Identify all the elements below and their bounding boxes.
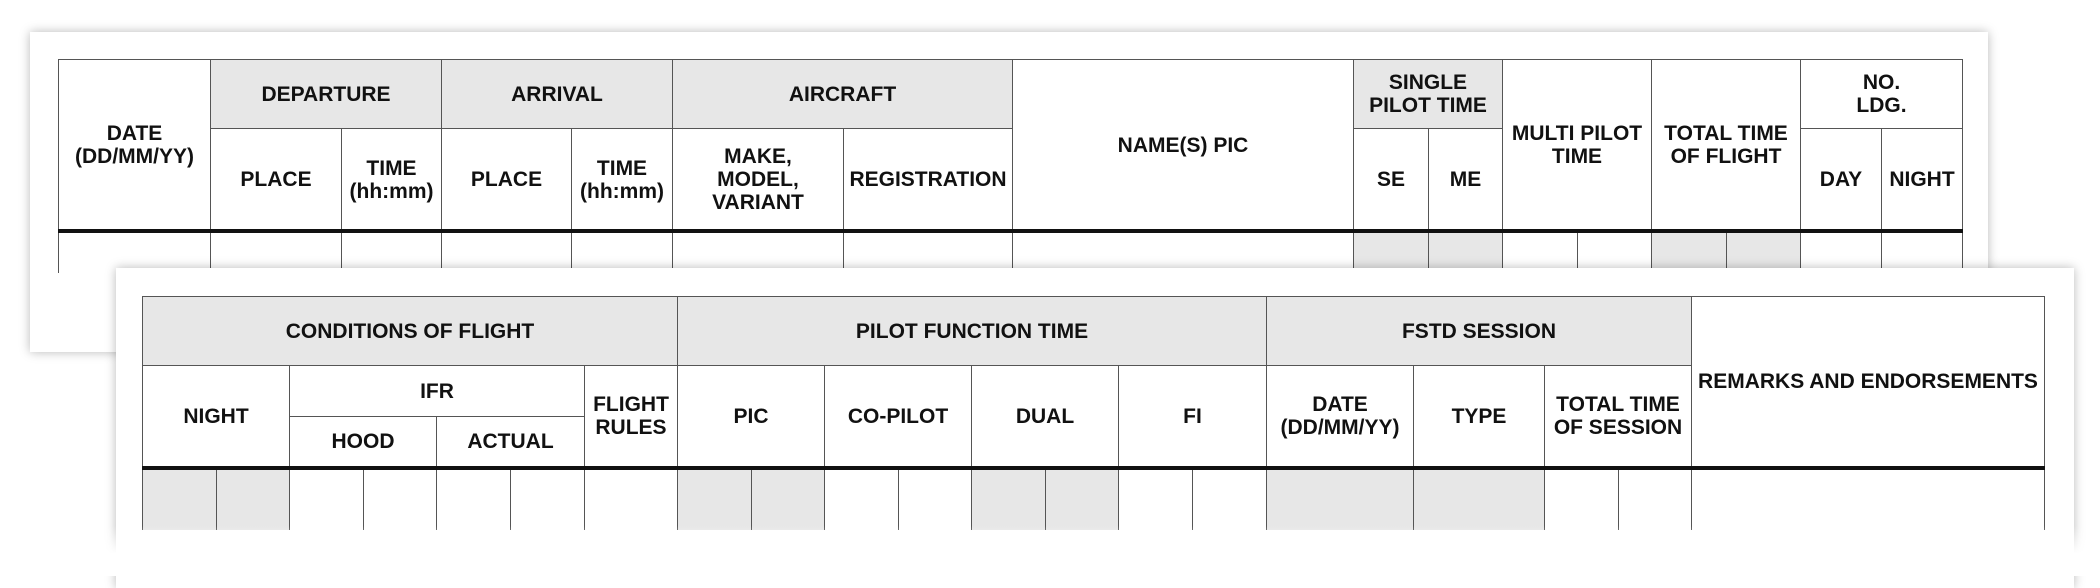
table-cell [1045, 470, 1119, 530]
table-cell [824, 470, 899, 530]
table-cell [1544, 470, 1619, 530]
ldg-night-header: NIGHT [1881, 128, 1963, 231]
remarks-header: REMARKS AND ENDORSEMENTS [1691, 296, 2045, 467]
pic-header: PIC [677, 365, 825, 467]
table-cell [142, 470, 217, 530]
arrival-place-header: PLACE [441, 128, 572, 231]
table-cell [1012, 233, 1354, 273]
table-cell [363, 470, 437, 530]
multi-pilot-time-header: MULTI PILOT TIME [1502, 59, 1652, 231]
co-pilot-header: CO-PILOT [824, 365, 972, 467]
table-cell [1691, 470, 2045, 530]
conditions-of-flight-header: CONDITIONS OF FLIGHT [142, 296, 678, 366]
aircraft-make-header: MAKE, MODEL, VARIANT [672, 128, 844, 231]
table-cell [971, 470, 1046, 530]
table-cell [210, 233, 342, 273]
ifr-actual-header: ACTUAL [436, 416, 585, 467]
table-cell [1428, 233, 1503, 273]
table-cell [1413, 470, 1545, 530]
table-cell [1353, 233, 1429, 273]
names-pic-header: NAME(S) PIC [1012, 59, 1354, 231]
table-cell [441, 233, 572, 273]
no-ldg-header: NO. LDG. [1800, 59, 1963, 129]
flight-rules-header: FLIGHT RULES [584, 365, 678, 467]
table-cell [677, 470, 752, 530]
fstd-date-header: DATE (DD/MM/YY) [1266, 365, 1414, 467]
single-me-header: ME [1428, 128, 1503, 231]
pilot-function-time-header: PILOT FUNCTION TIME [677, 296, 1267, 366]
table-cell [1266, 470, 1414, 530]
departure-place-header: PLACE [210, 128, 342, 231]
table-cell [341, 233, 442, 273]
arrival-time-header: TIME (hh:mm) [571, 128, 673, 231]
table-cell [751, 470, 825, 530]
table-cell [1118, 470, 1193, 530]
bottom-fade [0, 526, 2100, 576]
night-header: NIGHT [142, 365, 290, 467]
table-cell [1502, 233, 1578, 273]
table-cell [510, 470, 585, 530]
table-cell [1618, 470, 1692, 530]
total-time-of-flight-header: TOTAL TIME OF FLIGHT [1651, 59, 1801, 231]
table-cell [58, 233, 211, 273]
table-cell [1800, 233, 1882, 273]
departure-header: DEPARTURE [210, 59, 442, 129]
fstd-total-header: TOTAL TIME OF SESSION [1544, 365, 1692, 467]
fstd-type-header: TYPE [1413, 365, 1545, 467]
table-cell [1881, 233, 1963, 273]
fi-header: FI [1118, 365, 1267, 467]
aircraft-registration-header: REGISTRATION [843, 128, 1013, 231]
ifr-hood-header: HOOD [289, 416, 437, 467]
table-cell [843, 233, 1013, 273]
departure-time-header: TIME (hh:mm) [341, 128, 442, 231]
table-cell [1577, 233, 1652, 273]
table-cell [216, 470, 290, 530]
table-cell [571, 233, 673, 273]
single-pilot-time-header: SINGLE PILOT TIME [1353, 59, 1503, 129]
fstd-session-header: FSTD SESSION [1266, 296, 1692, 366]
table-cell [584, 470, 678, 530]
single-se-header: SE [1353, 128, 1429, 231]
table-cell [289, 470, 364, 530]
arrival-header: ARRIVAL [441, 59, 673, 129]
table-cell [672, 233, 844, 273]
table-cell [1192, 470, 1267, 530]
aircraft-header: AIRCRAFT [672, 59, 1013, 129]
dual-header: DUAL [971, 365, 1119, 467]
table-cell [898, 470, 972, 530]
table-cell [1726, 233, 1801, 273]
date-header: DATE (DD/MM/YY) [58, 59, 211, 231]
ifr-header: IFR [289, 365, 585, 417]
table-cell [436, 470, 511, 530]
table-cell [1651, 233, 1727, 273]
ldg-day-header: DAY [1800, 128, 1882, 231]
